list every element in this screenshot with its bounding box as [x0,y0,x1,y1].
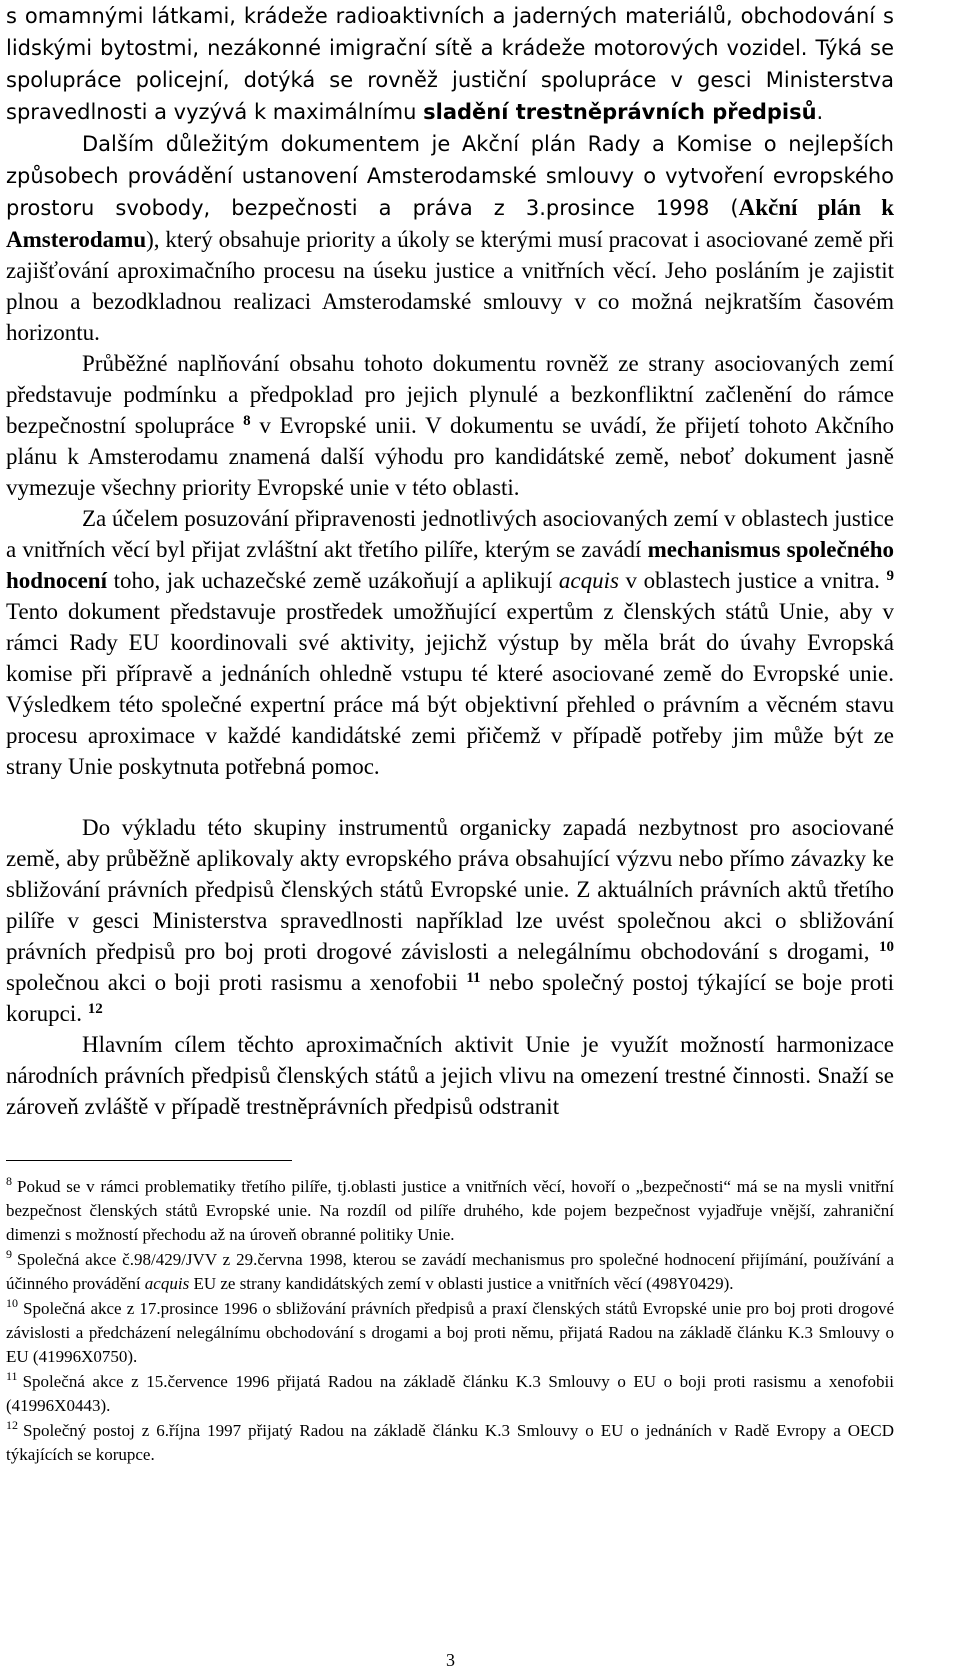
paragraph-text: Hlavním cílem těchto aproximačních aktivit Unie je využít možností harmonizace národních právních předpisů členských států a jejich vlivu na omezení trestné činnosti. Snaží se zároveň zvláště v případě trestněprávních předpisů odstranit [6,1032,894,1119]
paragraph-text: ), který obsahuje priority a úkoly se kterými musí pracovat i asociované země při zajišťování aproximačního procesu na úseku justice a vnitřních věcí. Jeho posláním je zajistit plnou a bezodkladnou realizaci Amsterodamské smlouvy v co možná nejkratším časovém horizontu. [6,227,894,345]
paragraph-text: Do výkladu této skupiny instrumentů organicky zapadá nezbytnost pro asociované země, aby průběžně aplikovaly akty evropského práva obsahující výzvu nebo přímo závazky ke sbližování právních předpisů členských států Evropské unie. Z aktuálních právních aktů třetího pilíře v gesci Ministerstva spravedlnosti například lze uvést společnou akci o sbližování právních předpisů pro boj proti drogové závislosti a nelegálnímu obchodování s drogami, [6,815,894,964]
paragraph-instruments [6,812,894,1029]
footnote-text: EU ze strany kandidátských zemí v oblasti justice a vnitřních věcí (498Y0429). [189,1274,734,1293]
footnote-9 [6,1248,894,1296]
footnote-10 [6,1297,894,1369]
paragraph-text: Tento dokument představuje prostředek umožňující expertům z členských států Unie, aby v rámci Rady EU koordinovali své aktivity, jejichž výstup by měla brát do úvahy Evropská komise při přípravě a jednáních ohledně vstupu té které asociované země do Evropské unie. Výsledkem této společné expertní práce má být objektivní přehled o právním a věcném stavu procesu aproximace v každé kandidátské zemi přičemž v případě potřeby jim může být ze strany Unie poskytnuta potřebná pomoc. [6,599,894,779]
paragraph-action-plan [6,128,894,348]
footnote-text: Společná akce z 17.prosince 1996 o sbližování právních předpisů a praxí členských států Evropské unie pro boj proti drogové závislosti a předcházení nelegálnímu obchodování s drogami a boj proti němu, přijatá Radou na základě článku K.3 Smlouvy o EU (41996X0750). [6,1299,894,1366]
emphasis-italic: acquis [144,1274,190,1293]
document-page [6,0,894,1468]
footnote-ref[interactable]: 12 [87,1001,103,1017]
paragraph-implementation [6,348,894,503]
footnotes [6,1175,894,1467]
emphasis-bold: mechanismus společného hodnocení [6,537,894,593]
paragraph-text: Průběžné naplňování obsahu tohoto dokumentu rovněž ze strany asociovaných zemí představuje podmínku a předpoklad pro jejich plynulé a bezkonfliktní začlenění do rámce bezpečnostní spolupráce [6,351,894,438]
paragraph-continuation [6,0,894,128]
footnote-text: Pokud se v rámci problematiky třetího pilíře, tj.oblasti justice a vnitřních věcí, hovoří o „bezpečnosti“ má se na mysli vnitřní bezpečnost členských států Evropské unie. Na rozdíl od pilíře druhého, kde pojem bezpečnost vyjadřuje vnější, zahraniční dimenzi s možností přechodu až na úroveň obranné politiky Unie. [6,1177,894,1244]
footnote-number: 10 [6,1296,18,1310]
paragraph-text: s omamnými látkami, krádeže radioaktivních a jaderných materiálů, obchodování s lidskými bytostmi, nezákonné imigrační sítě a krádeže motorových vozidel. Týká se spolupráce policejní, dotýká se rovněž justiční spolupráce v gesci Ministerstva spravedlnosti a vyzývá k maximálnímu [6,4,894,124]
footnote-12 [6,1419,894,1467]
paragraph-text: toho, jak uchazečské země uzákoňují a aplikují [106,568,559,593]
emphasis-italic: acquis [558,568,619,593]
footnote-ref[interactable]: 10 [879,939,894,955]
footnote-text: Společný postoj z 6.října 1997 přijatý Radou na základě článku K.3 Smlouvy o EU o jednáních v Radě Evropy a OECD týkajících se korupce. [6,1421,894,1464]
footnote-number: 9 [6,1247,12,1261]
page-number: 3 [446,1650,455,1670]
footnote-text: Společná akce z 15.července 1996 přijatá Radou na základě článku K.3 Smlouvy o EU o boji proti rasismu a xenofobii (41996X0443). [6,1372,894,1415]
emphasis-bold: Akční plán k Amsterodamu [6,195,894,252]
paragraph-text: v oblastech justice a vnitra. [618,568,887,593]
footnote-ref[interactable]: 9 [886,568,894,584]
footnote-ref[interactable]: 8 [243,413,251,429]
body-text [6,0,894,1122]
footnote-number: 12 [6,1418,18,1432]
footnote-ref[interactable]: 11 [466,970,481,986]
footnote-11 [6,1370,894,1418]
paragraph-text: . [816,100,824,124]
footnote-number: 11 [6,1369,18,1383]
paragraph-text: Dalším důležitým dokumentem je Akční plán Rady a Komise o nejlepších způsobech provádění ustanovení Amsterodamské smlouvy o vytvoření evropského prostoru svobody, bezpečnosti a práva z 3.prosince 1998 ( [6,132,894,220]
footnote-text: Společná akce č.98/429/JVV z 29.června 1998, kterou se zavádí mechanismus pro společné hodnocení přijímání, používání a účinného provádění [6,1250,894,1293]
paragraph-text: nebo společný postoj týkající se boje proti korupci. [6,970,894,1026]
footnote-8 [6,1175,894,1247]
paragraph-aim [6,1029,894,1122]
paragraph-text: v Evropské unii. V dokumentu se uvádí, že přijetí tohoto Akčního plánu k Amsterodamu znamená další výhodu pro kandidátské země, neboť dokument jasně vymezuje všechny priority Evropské unie v této oblasti. [6,413,894,500]
footnote-separator [6,1160,292,1161]
paragraph-text: Za účelem posuzování připravenosti jednotlivých asociovaných zemí v oblastech justice a vnitřních věcí byl přijat zvláštní akt třetího pilíře, kterým se zavádí [6,506,894,562]
footnote-number: 8 [6,1174,12,1188]
emphasis-bold: sladění trestněprávních předpisů [423,100,817,124]
paragraph-evaluation [6,503,894,782]
paragraph-text: společnou akci o boji proti rasismu a xenofobii [6,970,467,995]
